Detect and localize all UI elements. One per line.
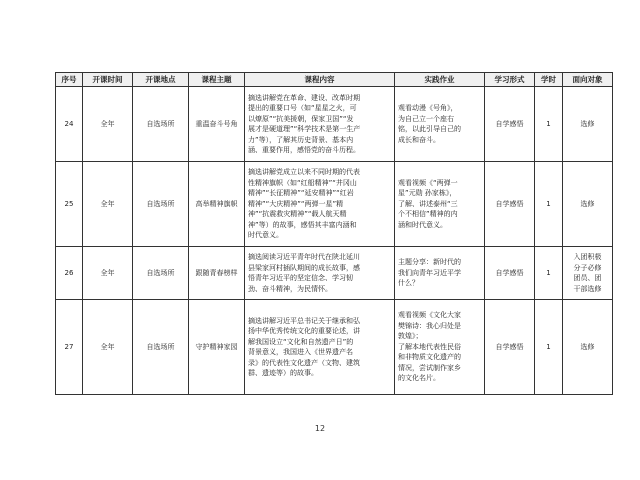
header-place: 开课地点 bbox=[133, 73, 189, 87]
cell-time: 全年 bbox=[83, 300, 133, 395]
content-line: 精神”“大庆精神”“两弹一星”精 bbox=[248, 199, 344, 208]
cell-theme: 守护精神家园 bbox=[189, 300, 245, 395]
homework-line: 观看动漫《号角》， bbox=[398, 104, 458, 112]
table-row bbox=[56, 300, 613, 395]
content-line: 神”等）的故事，感悟其丰富内涵和 bbox=[248, 220, 357, 229]
table-row bbox=[56, 87, 613, 162]
cell-audience bbox=[563, 247, 613, 300]
homework-line: 情况，尝试制作家乡 bbox=[398, 363, 461, 372]
cell-theme: 重温奋斗号角 bbox=[189, 87, 245, 162]
content-line: 摘选阅读习近平青年时代在陕北延川 bbox=[248, 253, 360, 261]
homework-line: 个不相信”精神的内 bbox=[398, 210, 458, 219]
audience-line: 入团积极 bbox=[573, 253, 602, 261]
cell-audience bbox=[563, 300, 613, 395]
cell-time: 全年 bbox=[83, 247, 133, 300]
audience-line: 选修 bbox=[580, 119, 595, 128]
content-line: 涵、重要作用，感悟党的奋斗历程。 bbox=[248, 146, 360, 154]
cell-theme: 高举精神旗帜 bbox=[189, 162, 245, 247]
header-index: 序号 bbox=[56, 73, 83, 87]
audience-line: 分子必修 bbox=[573, 263, 602, 272]
audience-line: 干部选修 bbox=[573, 284, 602, 293]
homework-line: 樊锦诗：我心归处是 bbox=[398, 321, 461, 330]
content-line: 悟青年习近平的坚定信念、学习韧 bbox=[248, 274, 353, 282]
content-line: 摘选讲解党成立以来不同时期的代表 bbox=[248, 168, 360, 177]
cell-hours: 1 bbox=[535, 162, 563, 247]
cell-homework bbox=[395, 300, 485, 395]
cell-audience bbox=[563, 87, 613, 162]
homework-line: 和非物质文化遗产的 bbox=[398, 353, 461, 362]
cell-format: 自学感悟 bbox=[485, 300, 535, 395]
cell-content bbox=[245, 87, 395, 162]
cell-hours: 1 bbox=[535, 247, 563, 300]
cell-index: 27 bbox=[56, 300, 83, 395]
header-homework: 实践作业 bbox=[395, 73, 485, 87]
content-line: 摘选讲解党在革命、建设、改革时期 bbox=[248, 93, 360, 102]
cell-content bbox=[245, 300, 395, 395]
cell-place: 自选场所 bbox=[133, 87, 189, 162]
content-line: 性精神旗帜（如“红船精神”“井冈山 bbox=[248, 178, 357, 187]
homework-line: 的文化名片。 bbox=[398, 374, 440, 383]
cell-hours: 1 bbox=[535, 87, 563, 162]
cell-format: 自学感悟 bbox=[485, 247, 535, 300]
header-time: 开课时间 bbox=[83, 73, 133, 87]
cell-homework bbox=[395, 87, 485, 162]
content-line: 录》的代表性文化遗产（文物、建筑 bbox=[248, 358, 360, 367]
cell-time: 全年 bbox=[83, 87, 133, 162]
homework-line: 敦煌》； bbox=[398, 332, 423, 341]
course-schedule-table bbox=[55, 72, 613, 395]
content-line: 力”等），了解其历史背景、基本内 bbox=[248, 135, 354, 144]
audience-line: 选修 bbox=[580, 199, 595, 208]
content-line: 以燎原”“抗美援朝，保家卫国”“发 bbox=[248, 114, 354, 123]
cell-audience bbox=[563, 162, 613, 247]
homework-line: 什么？ bbox=[398, 279, 419, 288]
table-row bbox=[56, 162, 613, 247]
cell-format: 自学感悟 bbox=[485, 87, 535, 162]
cell-place: 自选场所 bbox=[133, 162, 189, 247]
cell-homework bbox=[395, 162, 485, 247]
cell-format: 自学感悟 bbox=[485, 162, 535, 247]
content-line: 解我国设立“文化和自然遗产日”的 bbox=[248, 337, 354, 346]
content-line: 神”“抗震救灾精神”“载人航天精 bbox=[248, 210, 347, 219]
page-number: 12 bbox=[314, 424, 326, 433]
content-line: 提出的重要口号（如“星星之火，可 bbox=[248, 104, 357, 112]
cell-hours: 1 bbox=[535, 300, 563, 395]
homework-line: 观看视频《“两弹一 bbox=[398, 178, 458, 187]
header-audience: 面向对象 bbox=[563, 73, 613, 87]
header-hours: 学时 bbox=[535, 73, 563, 87]
audience-line: 选修 bbox=[580, 342, 595, 351]
cell-theme: 跟随青春榜样 bbox=[189, 247, 245, 300]
content-line: 县梁家河村插队期间的成长故事，感 bbox=[248, 263, 360, 272]
cell-content bbox=[245, 247, 395, 300]
homework-line: 我们向青年习近平学 bbox=[398, 268, 461, 277]
content-line: 劲、奋斗精神，为民情怀。 bbox=[248, 284, 332, 293]
content-line: 扬中华优秀传统文化的重要论述，讲 bbox=[248, 327, 360, 335]
homework-line: 星”元勋 孙家栋》， bbox=[398, 189, 457, 198]
cell-place: 自选场所 bbox=[133, 247, 189, 300]
cell-time: 全年 bbox=[83, 162, 133, 247]
content-line: 背景意义，我国进入《世界遗产名 bbox=[248, 348, 353, 356]
table-header-row bbox=[56, 73, 613, 87]
content-line: 精神”“长征精神”“延安精神”“红岩 bbox=[248, 189, 354, 198]
cell-content bbox=[245, 162, 395, 247]
homework-line: 观看视频《文化大家 bbox=[398, 311, 461, 320]
table-row bbox=[56, 247, 613, 300]
header-format: 学习形式 bbox=[485, 73, 535, 87]
homework-line: 成长和奋斗。 bbox=[398, 135, 440, 144]
cell-index: 26 bbox=[56, 247, 83, 300]
cell-place: 自选场所 bbox=[133, 300, 189, 395]
header-content: 课程内容 bbox=[245, 73, 395, 87]
audience-line: 团员、团 bbox=[573, 274, 602, 282]
homework-line: 铭，以此引导自己的 bbox=[398, 125, 461, 133]
content-line: 时代意义。 bbox=[248, 231, 283, 240]
cell-homework bbox=[395, 247, 485, 300]
header-theme: 课程主题 bbox=[189, 73, 245, 87]
content-line: 展才是硬道理”“科学技术是第一生产 bbox=[248, 125, 361, 133]
cell-index: 24 bbox=[56, 87, 83, 162]
homework-line: 主题分享：新时代的 bbox=[398, 258, 461, 267]
homework-line: 为自己立一个座右 bbox=[398, 114, 454, 123]
content-line: 摘选讲解习近平总书记关于继承和弘 bbox=[248, 316, 360, 325]
homework-line: 涵和时代意义。 bbox=[398, 220, 447, 229]
homework-line: 了解本地代表性民俗 bbox=[398, 342, 461, 351]
homework-line: 了解、讲述泰州“三 bbox=[398, 199, 458, 208]
cell-index: 25 bbox=[56, 162, 83, 247]
content-line: 群、遗迹等）的故事。 bbox=[248, 369, 318, 377]
